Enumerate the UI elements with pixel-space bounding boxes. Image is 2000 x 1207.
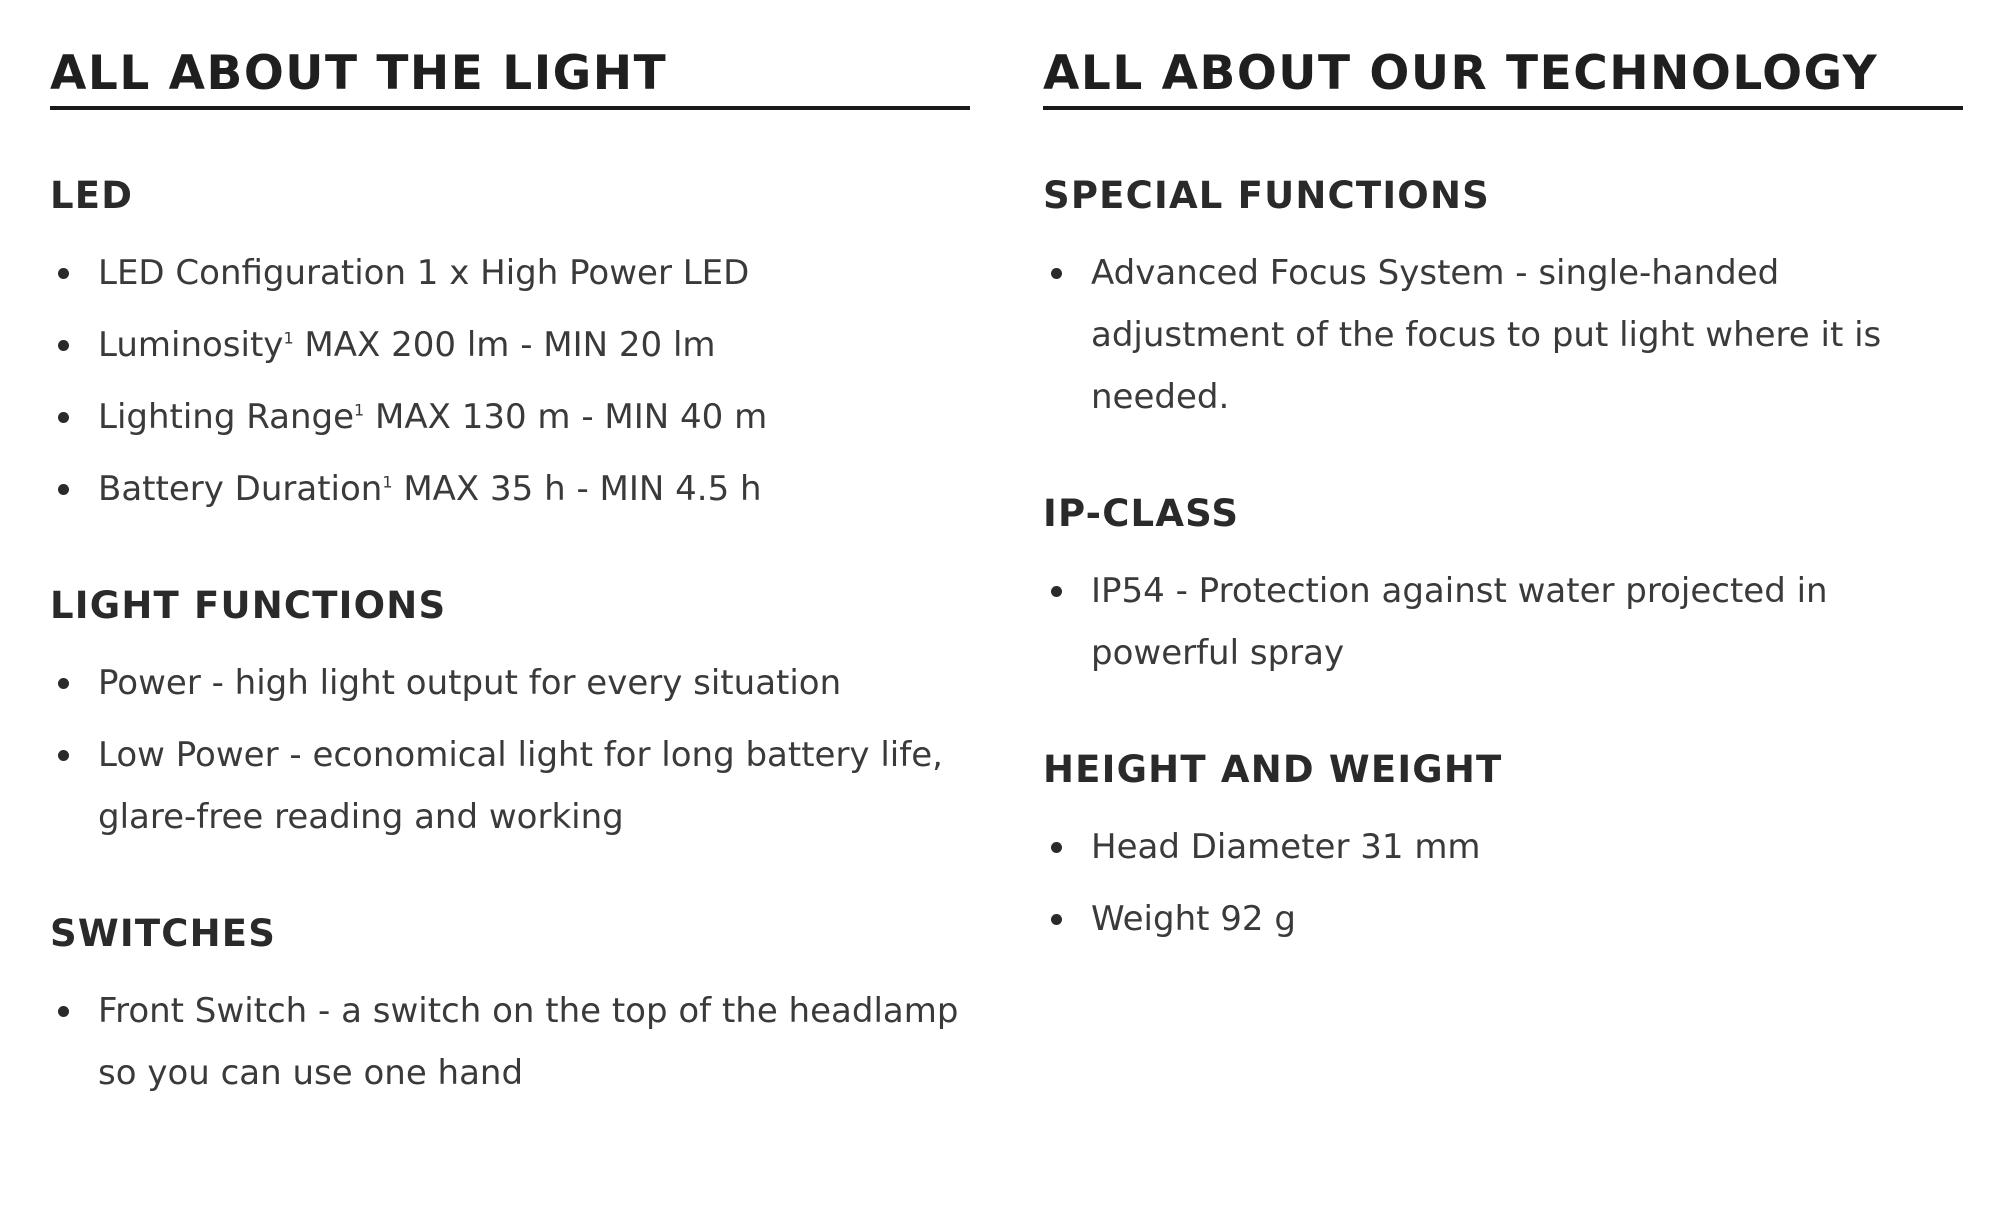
section-title: LIGHT FUNCTIONS	[50, 584, 447, 627]
bullet-icon	[58, 678, 69, 689]
bullet-icon	[58, 1006, 69, 1017]
bullet-icon	[58, 340, 69, 351]
item-text: Power - high light output for every situation	[98, 663, 842, 703]
bullet-icon	[58, 268, 69, 279]
section-title: IP-CLASS	[1043, 492, 1240, 535]
list-item	[50, 724, 970, 848]
section-title: SPECIAL FUNCTIONS	[1043, 174, 1490, 217]
item-text-continued: MAX 130 m - MIN 40 m	[364, 397, 768, 437]
list-item	[50, 242, 970, 304]
footnote-marker: 1	[382, 472, 393, 492]
list-item	[1043, 242, 1963, 428]
bullet-icon	[58, 412, 69, 423]
item-text: IP54 - Protection against water projected in powerful spray	[1091, 571, 1828, 673]
item-text: Front Switch - a switch on the top of the headlamp so you can use one hand	[98, 991, 959, 1093]
bullet-icon	[58, 750, 69, 761]
spec-list	[50, 652, 970, 848]
section-light-functions	[50, 584, 970, 848]
item-text-continued: MAX 200 lm - MIN 20 lm	[293, 325, 716, 365]
bullet-icon	[58, 484, 69, 495]
list-item	[50, 314, 970, 376]
spec-list	[1043, 242, 1963, 428]
section-title: HEIGHT AND WEIGHT	[1043, 748, 1503, 791]
list-item	[50, 980, 970, 1104]
spec-list	[50, 242, 970, 520]
section-ip-class	[1043, 492, 1963, 684]
bullet-icon	[1051, 914, 1062, 925]
section-title: SWITCHES	[50, 912, 277, 955]
section-switches	[50, 912, 970, 1104]
list-item	[1043, 888, 1963, 950]
item-text: Head Diameter 31 mm	[1091, 827, 1481, 867]
item-text: Battery Duration	[98, 469, 383, 509]
footnote-marker: 1	[283, 328, 294, 348]
spec-list	[1043, 816, 1963, 950]
light-column	[50, 44, 970, 1114]
bullet-icon	[1051, 268, 1062, 279]
spec-list	[50, 980, 970, 1104]
list-item	[1043, 560, 1963, 684]
bullet-icon	[1051, 586, 1062, 597]
section-title: LED	[50, 174, 134, 217]
item-text: Advanced Focus System - single-handed adjustment of the focus to put light where it is needed.	[1091, 253, 1882, 417]
list-item	[50, 652, 970, 714]
list-item	[1043, 816, 1963, 878]
footnote-marker: 1	[354, 400, 365, 420]
item-text: Lighting Range	[98, 397, 354, 437]
column-title: ALL ABOUT THE LIGHT	[50, 44, 970, 110]
section-special-functions	[1043, 174, 1963, 428]
list-item	[50, 458, 970, 520]
spec-list	[1043, 560, 1963, 684]
technology-column	[1043, 44, 1963, 960]
item-text: Weight 92 g	[1091, 899, 1296, 939]
item-text: Luminosity	[98, 325, 284, 365]
column-title: ALL ABOUT OUR TECHNOLOGY	[1043, 44, 1963, 110]
list-item	[50, 386, 970, 448]
bullet-icon	[1051, 842, 1062, 853]
item-text-continued: MAX 35 h - MIN 4.5 h	[392, 469, 762, 509]
section-led	[50, 174, 970, 520]
section-height-weight	[1043, 748, 1963, 950]
item-text: LED Configuration 1 x High Power LED	[98, 253, 750, 293]
item-text: Low Power - economical light for long battery life, glare-free reading and working	[98, 735, 943, 837]
